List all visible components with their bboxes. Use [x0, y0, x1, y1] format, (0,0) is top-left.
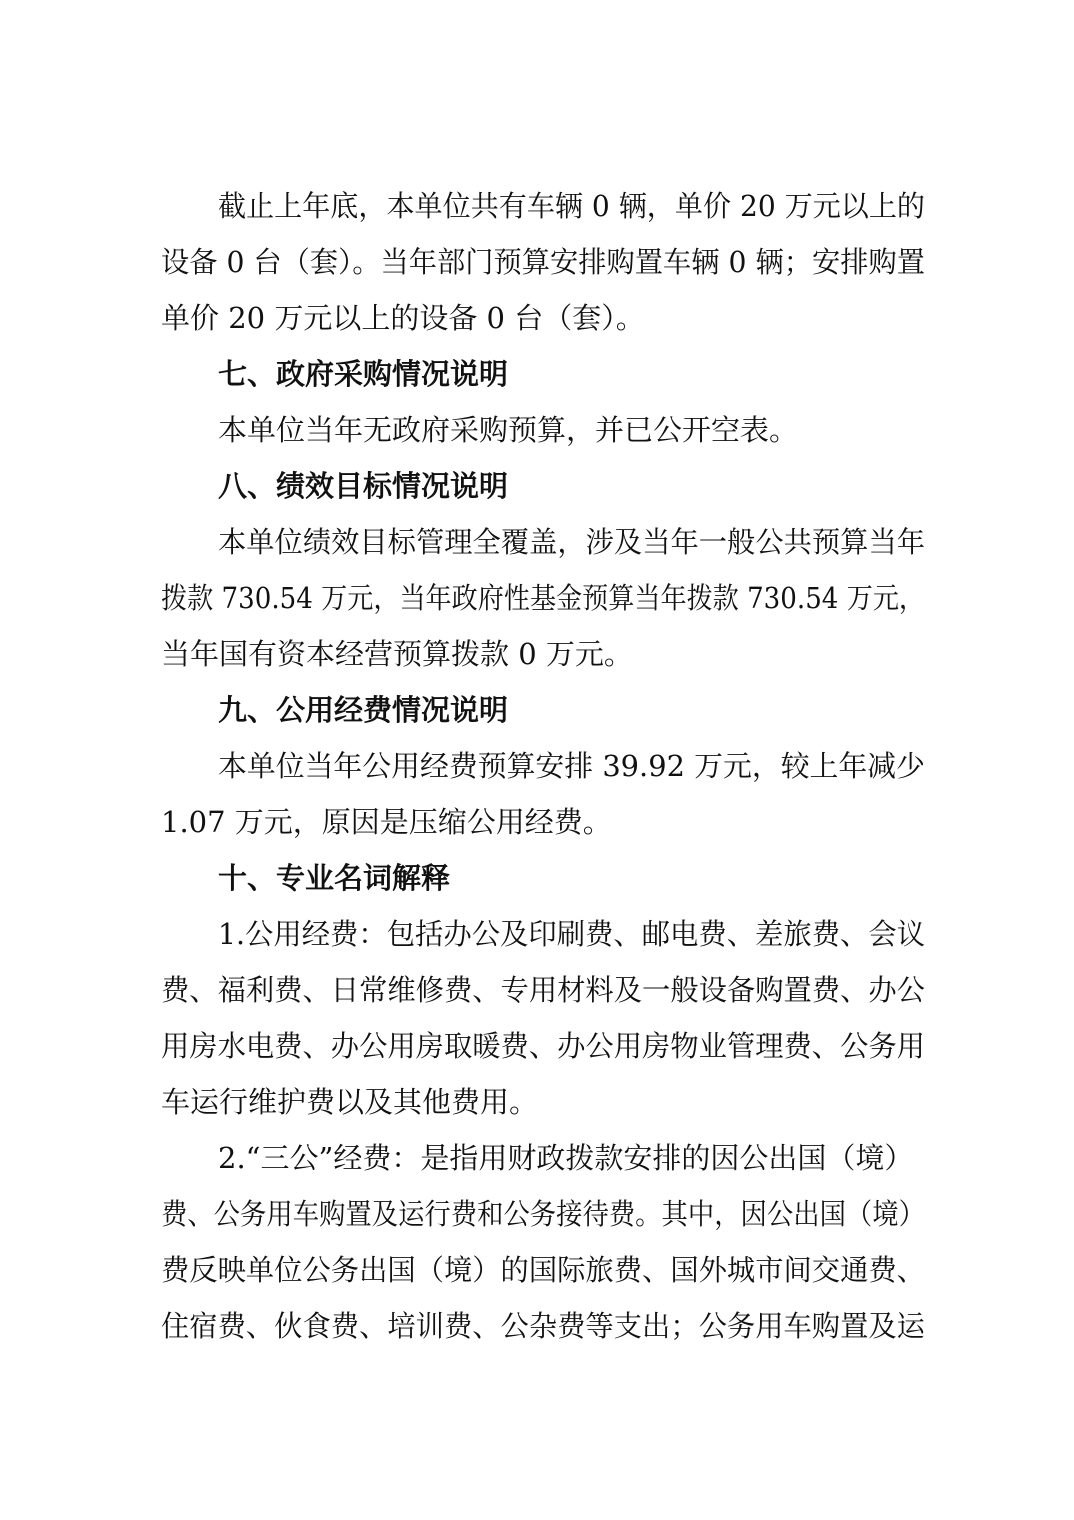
glossary-item-1-line-3: 用房水电费、办公用房取暖费、办公用房物业管理费、公务用 [161, 1029, 925, 1063]
glossary-item-1-line-4: 车运行维护费以及其他费用。 [161, 1085, 539, 1119]
paragraph-performance-line-2: 拨款 730.54 万元，当年政府性基金预算当年拨款 730.54 万元， [161, 581, 926, 615]
paragraph-performance-line-1: 本单位绩效目标管理全覆盖，涉及当年一般公共预算当年 [218, 525, 926, 559]
heading-public-expenses: 九、公用经费情况说明 [218, 693, 509, 727]
paragraph-procurement: 本单位当年无政府采购预算，并已公开空表。 [218, 413, 799, 447]
heading-glossary: 十、专业名词解释 [218, 861, 451, 895]
glossary-item-1-line-2: 费、福利费、日常维修费、专用材料及一般设备购置费、办公 [161, 973, 925, 1007]
heading-government-procurement: 七、政府采购情况说明 [218, 357, 509, 391]
glossary-item-2-line-1: 2.“三公”经费：是指用财政拨款安排的因公出国（境） [218, 1141, 914, 1175]
paragraph-vehicles-line-3: 单价 20 万元以上的设备 0 台（套）。 [161, 301, 645, 335]
glossary-item-2-line-4: 住宿费、伙食费、培训费、公杂费等支出；公务用车购置及运 [161, 1309, 925, 1343]
paragraph-public-expenses-line-2: 1.07 万元，原因是压缩公用经费。 [161, 805, 612, 839]
paragraph-public-expenses-line-1: 本单位当年公用经费预算安排 39.92 万元，较上年减少 [218, 749, 925, 783]
paragraph-vehicles-line-1: 截止上年底，本单位共有车辆 0 辆，单价 20 万元以上的 [218, 189, 926, 223]
glossary-item-2-line-2: 费、公务用车购置及运行费和公务接待费。其中，因公出国（境） [161, 1197, 925, 1231]
glossary-item-2-line-3: 费反映单位公务出国（境）的国际旅费、国外城市间交通费、 [161, 1253, 925, 1287]
heading-performance-targets: 八、绩效目标情况说明 [218, 469, 509, 503]
paragraph-performance-line-3: 当年国有资本经营预算拨款 0 万元。 [161, 637, 633, 671]
paragraph-vehicles-line-2: 设备 0 台（套）。当年部门预算安排购置车辆 0 辆；安排购置 [161, 245, 925, 279]
glossary-item-1-line-1: 1.公用经费：包括办公及印刷费、邮电费、差旅费、会议 [218, 917, 926, 951]
